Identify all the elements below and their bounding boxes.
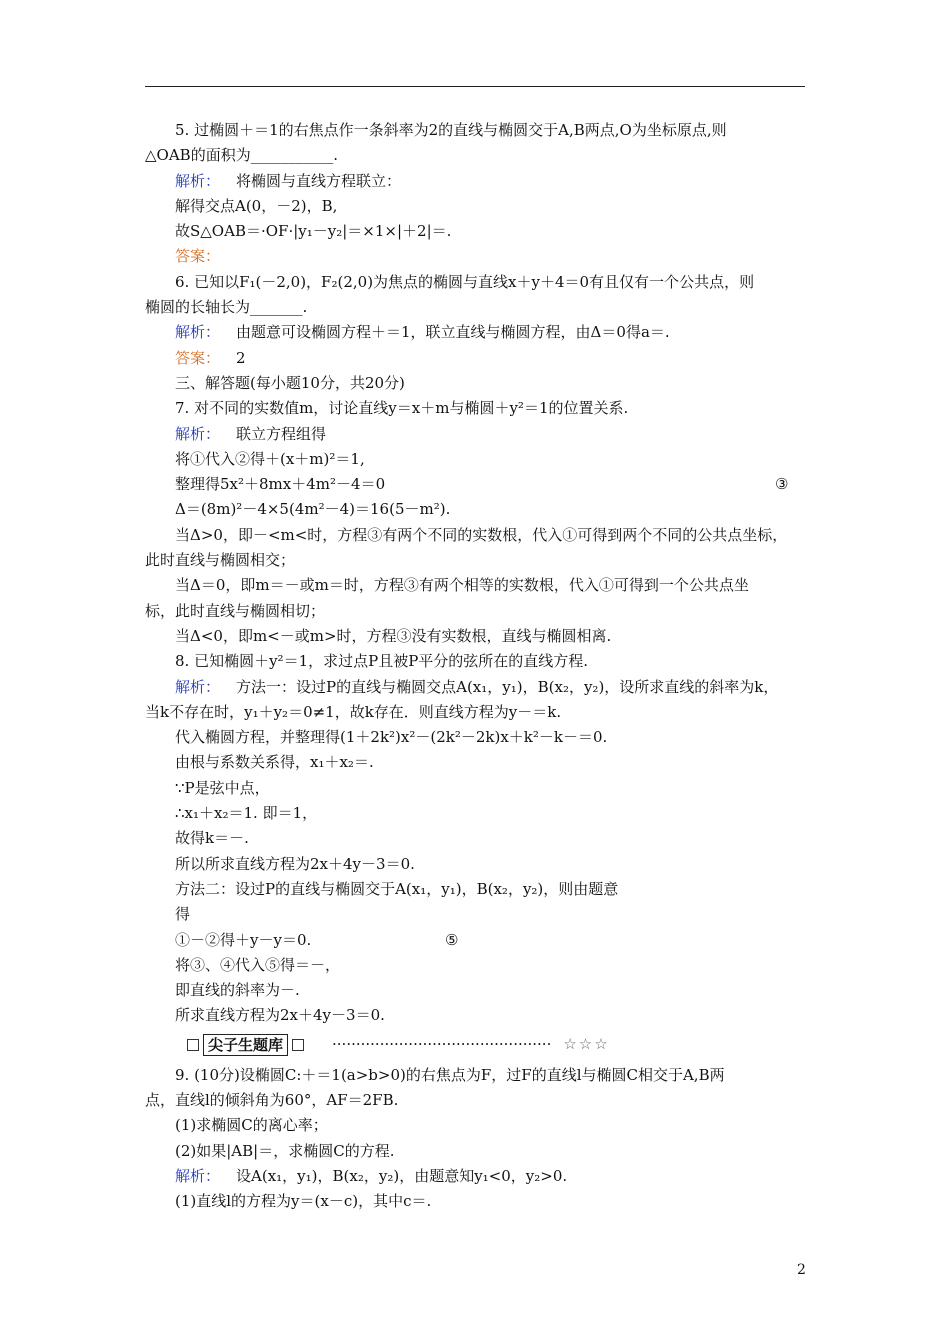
line-text: △OAB的面积为___________. <box>145 146 338 165</box>
text-line <box>145 371 810 396</box>
banner-dots: ·············································· <box>332 1035 552 1054</box>
line-text: 8. 已知椭圆＋y²＝1，求过点P且被P平分的弦所在的直线方程. <box>175 652 589 671</box>
line-text: ①－②得＋y－y＝0. <box>175 930 312 949</box>
line-text: 得 <box>175 905 191 924</box>
checkbox-left-icon <box>187 1039 199 1051</box>
text-line <box>145 320 810 345</box>
analysis-label: 解析： <box>175 1166 221 1185</box>
text-line <box>145 270 810 295</box>
line-text: 即直线的斜率为－. <box>175 981 300 1000</box>
line-text: ∴x₁＋x₂＝1. 即＝1， <box>175 804 318 823</box>
line-text: 当Δ＝0，即m＝－或m＝时，方程③有两个相等的实数根，代入①可得到一个公共点坐 <box>175 576 749 595</box>
banner-title: 尖子生题库 <box>203 1034 288 1056</box>
line-text: 三、解答题(每小题10分，共20分) <box>175 373 405 392</box>
line-text: 7. 对不同的实数值m，讨论直线y＝x＋m与椭圆＋y²＝1的位置关系. <box>175 399 629 418</box>
line-text: 所以所求直线方程为2x＋4y－3＝0. <box>175 854 415 873</box>
text-line <box>145 826 810 851</box>
page-number: 2 <box>797 1262 806 1278</box>
text-line <box>145 472 810 497</box>
analysis-label: 解析： <box>175 323 221 342</box>
text-line <box>145 194 810 219</box>
line-text: ∵P是弦中点， <box>175 778 270 797</box>
text-line <box>145 523 810 548</box>
section-banner <box>145 1031 810 1059</box>
text-line <box>145 1164 810 1189</box>
text-line <box>145 776 810 801</box>
text-line <box>145 295 810 320</box>
text-line <box>145 978 810 1003</box>
line-text: 故得k＝－. <box>175 829 249 848</box>
text-line <box>145 750 810 775</box>
text-line <box>145 1063 810 1088</box>
line-text: 所求直线方程为2x＋4y－3＝0. <box>175 1006 385 1025</box>
equation-number: ⑤ <box>445 930 459 949</box>
line-text: 9. (10分)设椭圆C:＋＝1(a>b>0)的右焦点为F，过F的直线l与椭圆C相交于A,B两 <box>175 1065 725 1084</box>
line-text: 此时直线与椭圆相交； <box>145 551 296 570</box>
text-line <box>145 725 810 750</box>
text-line <box>145 219 810 244</box>
analysis-label: 解析： <box>175 424 221 443</box>
text-line <box>145 548 810 573</box>
line-text: 当Δ>0，即－<m<时，方程③有两个不同的实数根，代入①可得到两个不同的公共点坐标， <box>175 525 788 544</box>
line-text: 设A(x₁，y₁)，B(x₂，y₂)，由题意知y₁<0，y₂>0. <box>236 1166 568 1185</box>
line-text: (1)直线l的方程为y＝(x－c)，其中c＝. <box>175 1192 432 1211</box>
text-line <box>145 1088 810 1113</box>
header-rule <box>145 86 805 87</box>
text-line <box>145 649 810 674</box>
text-line <box>145 422 810 447</box>
equation-number: ③ <box>775 475 789 494</box>
line-text: 5. 过椭圆＋＝1的右焦点作一条斜率为2的直线与椭圆交于A,B两点,O为坐标原点,则 <box>175 121 727 139</box>
text-line <box>145 1139 810 1164</box>
text-line <box>145 801 810 826</box>
text-line <box>145 143 810 168</box>
line-text: 联立方程组得 <box>236 424 327 443</box>
text-line <box>145 1189 810 1214</box>
line-text: 代入椭圆方程，并整理得(1＋2k²)x²－(2k²－2k)x＋k²－k－＝0. <box>175 728 608 747</box>
problems-block <box>145 118 810 1029</box>
line-text: 方法二：设过P的直线与椭圆交于A(x₁，y₁)，B(x₂，y₂)，则由题意 <box>175 879 619 898</box>
text-line <box>145 700 810 725</box>
text-line <box>145 346 810 371</box>
line-text: 当Δ<0，即m<－或m>时，方程③没有实数根，直线与椭圆相离. <box>175 626 612 645</box>
line-text: 2 <box>236 348 246 367</box>
text-line <box>145 497 810 522</box>
difficulty-stars: ☆☆☆ <box>563 1035 610 1054</box>
line-text: 将①代入②得＋(x＋m)²＝1, <box>175 449 365 468</box>
text-line <box>145 447 810 472</box>
line-text: 将③、④代入⑤得＝－， <box>175 955 341 974</box>
analysis-label: 解析： <box>175 677 221 696</box>
text-line <box>145 877 810 902</box>
line-text: 点，直线l的倾斜角为60°，AF＝2FB. <box>145 1090 399 1109</box>
line-text: 将椭圆与直线方程联立： <box>236 171 402 190</box>
line-text: (1)求椭圆C的离心率； <box>175 1116 328 1135</box>
text-line <box>145 852 810 877</box>
line-text: 当k不存在时，y₁＋y₂＝0≠1，故k存在．则直线方程为y－＝k. <box>145 702 562 721</box>
line-text: 由根与系数关系得，x₁＋x₂＝. <box>175 753 374 772</box>
checkbox-right-icon <box>292 1039 304 1051</box>
text-line <box>145 118 810 143</box>
text-line <box>145 675 810 700</box>
document-body <box>145 118 810 1214</box>
line-text: 6. 已知以F₁(－2,0)，F₂(2,0)为焦点的椭圆与直线x＋y＋4＝0有且仅有一个公共点，则 <box>175 272 755 291</box>
advanced-problems-block <box>145 1063 810 1215</box>
answer-label: 答案： <box>175 247 221 266</box>
text-line <box>145 1003 810 1028</box>
text-line <box>145 169 810 194</box>
line-text: 故S△OAB＝·OF·|y₁－y₂|＝×1×|＋2|＝. <box>175 222 452 241</box>
line-text: 椭圆的长轴长为_______. <box>145 298 308 317</box>
line-text: 方法一：设过P的直线与椭圆交点A(x₁，y₁)，B(x₂，y₂)，设所求直线的斜率为k， <box>236 677 779 696</box>
analysis-label: 解析： <box>175 171 221 190</box>
text-line <box>145 928 810 953</box>
text-line <box>145 902 810 927</box>
text-line <box>145 573 810 598</box>
line-text: (2)如果|AB|＝，求椭圆C的方程. <box>175 1141 395 1160</box>
answer-label: 答案： <box>175 348 221 367</box>
line-text: 整理得5x²＋8mx＋4m²－4＝0 <box>175 475 386 494</box>
line-text: Δ＝(8m)²－4×5(4m²－4)＝16(5－m²). <box>175 500 451 519</box>
text-line <box>145 244 810 269</box>
text-line <box>145 624 810 649</box>
line-text: 标，此时直线与椭圆相切； <box>145 601 326 620</box>
line-text: 由题意可设椭圆方程＋＝1，联立直线与椭圆方程，由Δ＝0得a＝. <box>236 323 670 342</box>
text-line <box>145 396 810 421</box>
text-line <box>145 1113 810 1138</box>
text-line <box>145 953 810 978</box>
line-text: 解得交点A(0，－2)，B, <box>175 196 338 215</box>
text-line <box>145 599 810 624</box>
